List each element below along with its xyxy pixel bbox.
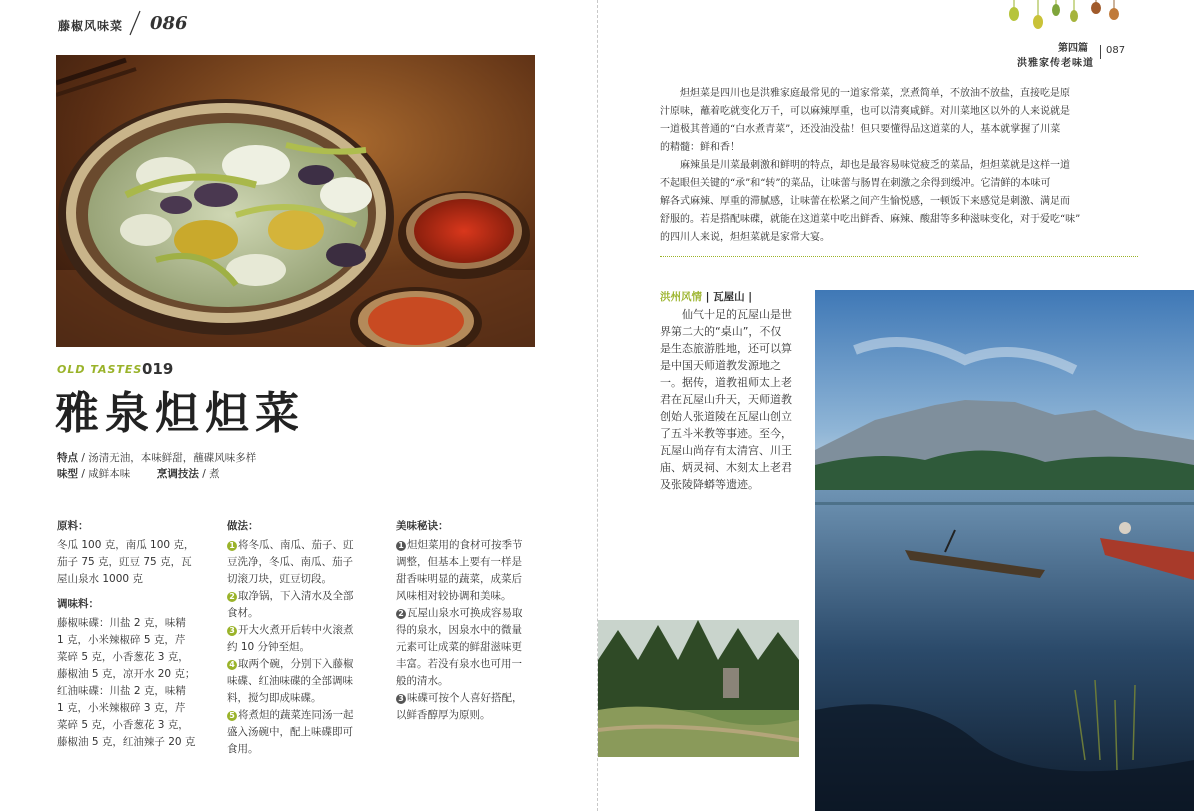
chapter-label: 第四篇 bbox=[1058, 43, 1088, 54]
tip-text: 以鲜香醇厚为原则。 bbox=[396, 709, 491, 721]
seasoning-line: 菜碎 5 克，小香葱花 3 克， bbox=[57, 651, 189, 663]
taste-label: 味型 bbox=[57, 468, 78, 480]
region-line: 是中国天师道教发源地之 bbox=[660, 359, 781, 372]
tips-heading: 美味秘诀： bbox=[396, 520, 449, 532]
step-number-badge: 2 bbox=[227, 592, 237, 602]
seasoning-line: 藤椒油 5 克，凉开水 20 克； bbox=[57, 668, 196, 680]
seasoning-line: 藤椒味碟：川盐 2 克，味精 bbox=[57, 617, 186, 629]
region-line: 庙、炳灵祠、木刻太上老君 bbox=[660, 461, 792, 474]
step-text: 切滚刀块，豇豆切段。 bbox=[227, 573, 332, 585]
page-number-right: 087 bbox=[1106, 45, 1126, 56]
lake-mountain-photo bbox=[815, 290, 1194, 811]
running-head-section: 藤椒风味菜 bbox=[58, 19, 124, 33]
ingredients-main bbox=[57, 537, 217, 588]
tip-number-badge: 3 bbox=[396, 694, 406, 704]
tip-item bbox=[396, 605, 546, 690]
seasoning-heading: 调味料： bbox=[57, 598, 99, 610]
step-number-badge: 1 bbox=[227, 541, 237, 551]
tip-number-badge: 1 bbox=[396, 541, 406, 551]
step-text: 开大火煮开后转中火滚煮 bbox=[238, 624, 354, 636]
step-number-badge: 5 bbox=[227, 711, 237, 721]
tip-text: 元素可让成菜的鲜甜滋味更 bbox=[396, 641, 522, 653]
region-line: 一。据传，道教祖师太上老 bbox=[660, 376, 792, 389]
technique-text: 煮 bbox=[209, 468, 220, 480]
region-place: 瓦屋山 bbox=[713, 291, 745, 303]
region-line: 瓦屋山尚存有太清宫、川王 bbox=[660, 444, 792, 457]
method-heading: 做法： bbox=[227, 520, 259, 532]
forest-path-photo bbox=[598, 620, 799, 757]
step-text: 食材。 bbox=[227, 607, 259, 619]
step-text: 约 10 分钟至炟。 bbox=[227, 641, 311, 653]
intro-paragraph-1 bbox=[660, 85, 1138, 157]
tip-text: 味碟可按个人喜好搭配， bbox=[407, 692, 523, 704]
tips-column bbox=[396, 518, 546, 724]
region-description bbox=[660, 306, 802, 493]
features-text: 汤清无油，本味鲜甜，蘸碟风味多样 bbox=[88, 452, 257, 464]
dish-title: 雅泉炟炟菜 bbox=[55, 388, 305, 439]
tip-text: 般的清水。 bbox=[396, 675, 449, 687]
seasoning-line: 红油味碟：川盐 2 克，味精 bbox=[57, 685, 186, 697]
method-step bbox=[227, 622, 387, 656]
dotted-divider bbox=[660, 256, 1138, 257]
tip-text: 丰富。若没有泉水也可用一 bbox=[396, 658, 522, 670]
step-text: 将冬瓜、南瓜、茄子、豇 bbox=[238, 539, 354, 551]
tip-text: 炟炟菜用的食材可按季节 bbox=[407, 539, 523, 551]
step-text: 取净锅，下入清水及全部 bbox=[238, 590, 354, 602]
step-text: 味碟、红油味碟的全部调味 bbox=[227, 675, 353, 687]
chapter-subtitle: 洪雅家传老味道 bbox=[1017, 58, 1094, 69]
region-line: 是生态旅游胜地，还可以算 bbox=[660, 342, 792, 355]
technique-label: 烹调技法 bbox=[156, 468, 199, 480]
step-text: 将煮炟的蔬菜连同汤一起 bbox=[238, 709, 354, 721]
intro-line: 一道极其普通的“白水煮青菜”，还没油没盐！但只要懂得品这道菜的人，基本就掌握了川菜 bbox=[660, 124, 1061, 135]
header-divider bbox=[1100, 45, 1101, 59]
intro-paragraph-2 bbox=[660, 157, 1138, 247]
region-tag: 洪州风情 | 瓦屋山 | bbox=[660, 291, 753, 303]
intro-line: 的精髓：鲜和香！ bbox=[660, 142, 740, 153]
method-step bbox=[227, 707, 387, 758]
tip-item bbox=[396, 537, 546, 605]
intro-line: 不起眼但关键的“承”和“转”的菜品，让味蕾与肠胃在刺激之余得到缓冲。它清鲜的本味可 bbox=[660, 178, 1051, 189]
step-number-badge: 4 bbox=[227, 660, 237, 670]
decorative-drops-icon bbox=[1000, 0, 1140, 44]
tip-item bbox=[396, 690, 546, 724]
method-column bbox=[227, 518, 387, 758]
seasoning-list bbox=[57, 615, 217, 751]
ingredient-line: 茄子 75 克，豇豆 75 克，瓦 bbox=[57, 556, 192, 568]
series-label: OLD TASTES bbox=[57, 363, 143, 376]
tip-text: 甜香味明显的蔬菜，成菜后 bbox=[396, 573, 522, 585]
features-label: 特点 bbox=[57, 452, 78, 464]
step-number-badge: 3 bbox=[227, 626, 237, 636]
ingredients-heading: 原料： bbox=[57, 520, 89, 532]
tip-text: 风味相对较协调和美味。 bbox=[396, 590, 512, 602]
region-line: 及张陵降蟒等遗迹。 bbox=[660, 478, 759, 491]
tip-number-badge: 2 bbox=[396, 609, 406, 619]
intro-line: 汁原味，蘸着吃就变化万千，可以麻辣厚重，也可以清爽咸鲜。对川菜地区以外的人来说就是 bbox=[660, 106, 1070, 117]
intro-line: 炟炟菜是四川也是洪雅家庭最常见的一道家常菜，烹煮简单，不放油不放盐，直接吃是原 bbox=[680, 88, 1070, 99]
page-number-left: 086 bbox=[150, 13, 188, 34]
region-line: 创始人张道陵在瓦屋山创立 bbox=[660, 410, 792, 423]
seasoning-line: 藤椒油 5 克，红油辣子 20 克 bbox=[57, 736, 196, 748]
step-text: 料，搅匀即成味碟。 bbox=[227, 692, 322, 704]
ingredients-column bbox=[57, 518, 217, 751]
intro-line: 舒服的。若是搭配味碟，就能在这道菜中吃出鲜香、麻辣、酸甜等多种滋味变化，对于爱吃“味” bbox=[660, 214, 1081, 225]
series-number: 019 bbox=[142, 360, 174, 378]
tip-text: 调整，但基本上要有一样是 bbox=[396, 556, 522, 568]
step-text: 豆洗净，冬瓜、南瓜、茄子 bbox=[227, 556, 353, 568]
step-text: 食用。 bbox=[227, 743, 259, 755]
header-slash-divider bbox=[128, 10, 142, 36]
seasoning-line: 1 克，小米辣椒碎 3 克，芹 bbox=[57, 702, 186, 714]
region-line: 界第二大的“桌山”，不仅 bbox=[660, 325, 782, 338]
region-line: 君在瓦屋山升天，天师道教 bbox=[660, 393, 792, 406]
step-text: 取两个碗，分别下入藤椒 bbox=[238, 658, 354, 670]
region-line: 了五斗米教等事迹。至今， bbox=[660, 427, 792, 440]
method-step bbox=[227, 588, 387, 622]
dish-photo bbox=[56, 55, 535, 347]
seasoning-line: 菜碎 5 克，小香葱花 3 克， bbox=[57, 719, 189, 731]
ingredient-line: 冬瓜 100 克，南瓜 100 克， bbox=[57, 539, 195, 551]
taste-text: 咸鲜本味 bbox=[88, 468, 131, 480]
ingredient-line: 屋山泉水 1000 克 bbox=[57, 573, 143, 585]
intro-line: 解各式麻辣、厚重的滞腻感，让味蕾在松紧之间产生愉悦感，一顿饭下来感觉是刺激、满足而 bbox=[660, 196, 1070, 207]
method-step bbox=[227, 656, 387, 707]
region-line: 仙气十足的瓦屋山是世 bbox=[682, 308, 792, 321]
features-line: 特点 / 汤清无油，本味鲜甜，蘸碟风味多样 bbox=[57, 452, 257, 464]
tip-text: 瓦屋山泉水可换成容易取 bbox=[407, 607, 523, 619]
region-label: 洪州风情 bbox=[660, 291, 702, 303]
step-text: 盛入汤碗中，配上味碟即可 bbox=[227, 726, 353, 738]
seasoning-line: 1 克，小米辣椒碎 5 克，芹 bbox=[57, 634, 186, 646]
method-step bbox=[227, 537, 387, 588]
intro-line: 麻辣虽是川菜最刺激和鲜明的特点，却也是最容易味觉疲乏的菜品，炟炟菜就是这样一道 bbox=[680, 160, 1070, 171]
tip-text: 得的泉水，因泉水中的微量 bbox=[396, 624, 522, 636]
taste-line: 味型 / 咸鲜本味 烹调技法 / 煮 bbox=[57, 468, 220, 480]
intro-line: 的四川人来说，炟炟菜就是家常大宴。 bbox=[660, 232, 830, 243]
